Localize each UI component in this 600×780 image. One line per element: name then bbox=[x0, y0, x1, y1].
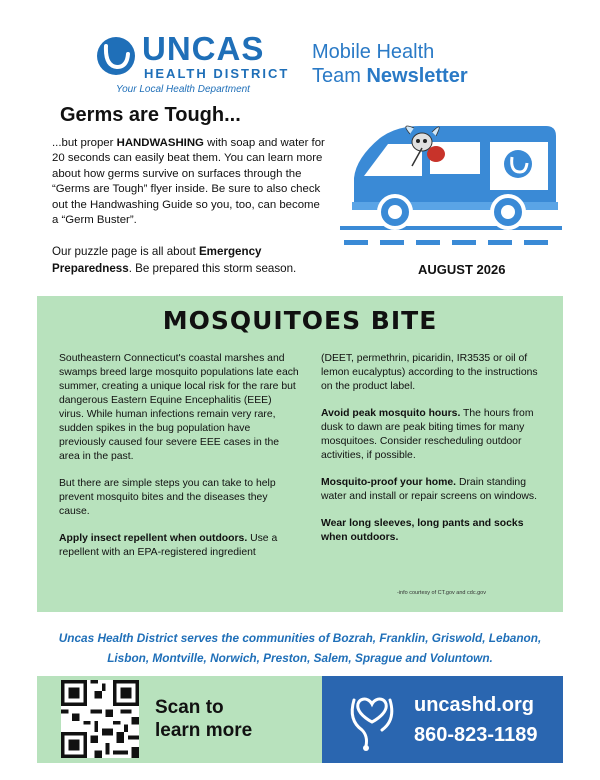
mosquitoes-repellent bbox=[59, 532, 299, 560]
mosquitoes-right-column bbox=[321, 352, 551, 558]
mosquitoes-title: MOSQUITOES BITE bbox=[162, 306, 438, 335]
puzzle-text-c: . Be prepared this storm season. bbox=[128, 262, 297, 275]
newsletter-title-newsletter: Newsletter bbox=[366, 65, 468, 87]
newsletter-title-team: Team bbox=[312, 65, 367, 87]
mosquitoes-proof-home bbox=[321, 476, 551, 504]
repellent-continued: (DEET, permethrin, picaridin, IR3535 or oil of lemon eucalyptus) according to the instructions on the product label. bbox=[321, 353, 538, 392]
uncas-logo bbox=[96, 30, 306, 100]
proof-home-text: Drain standing water and install or repair screens on windows. bbox=[321, 477, 537, 502]
germs-paragraph bbox=[52, 136, 327, 228]
newsletter-title-line1: Mobile Health bbox=[312, 41, 435, 63]
germs-heading: Germs are Tough... bbox=[60, 104, 241, 126]
communities-served: Uncas Health District serves the communities of Bozrah, Franklin, Griswold, Lebanon, Lisbon, Montville, Norwich, Preston, Salem, Sprague and Voluntown. bbox=[58, 631, 542, 665]
sleeves-heading: Wear long sleeves, long pants and socks when outdoors. bbox=[321, 518, 524, 543]
phone-number[interactable]: 860-823-1189 bbox=[414, 724, 538, 746]
info-credit: -info courtesy of CT.gov and cdc.gov bbox=[397, 590, 486, 596]
issue-date: AUGUST 2026 bbox=[418, 262, 506, 277]
scan-line2: learn more bbox=[155, 720, 253, 741]
stethoscope-heart-icon bbox=[346, 690, 398, 752]
peak-hours-text: The hours from dusk to dawn are peak biting times for many mosquitoes. Consider rescheduling outdoor activities, if possible. bbox=[321, 408, 534, 461]
mosquitoes-left-column bbox=[59, 352, 299, 573]
mosquitoes-panel bbox=[37, 296, 563, 612]
scan-cta bbox=[155, 696, 252, 742]
uncas-logo-icon bbox=[96, 36, 136, 76]
newsletter-title bbox=[312, 40, 468, 88]
puzzle-text-topic: Emergency Preparedness bbox=[52, 245, 262, 275]
logo-org-sub: HEALTH DISTRICT bbox=[144, 66, 290, 81]
mosquitoes-intro: Southeastern Connecticut's coastal marshes and swamps breed large mosquito populations late each summer, creating a unique local risk for the rare but dangerous Eastern Equine Encephalitis (EEE) virus. While human infections remain very rare, sudden spikes in the bug population have previously caused four severe EEE cases in the area in the past. bbox=[59, 353, 299, 462]
repellent-heading: Apply insect repellent when outdoors. bbox=[59, 533, 248, 544]
germs-text-c: with soap and water for 20 seconds can easily beat them. You can learn more about how germs survive on surfaces through the “Germs are Tough” flyer inside. Be sure to also check out the Handwashing Guide so you, too, can become a “Germ Buster”. bbox=[52, 137, 325, 227]
mosquitoes-steps: But there are simple steps you can take to help prevent mosquito bites and the diseases they cause. bbox=[59, 478, 276, 517]
germs-text-handwashing: HANDWASHING bbox=[116, 137, 204, 149]
proof-home-heading: Mosquito-proof your home. bbox=[321, 477, 457, 488]
mosquitoes-sleeves bbox=[321, 517, 551, 545]
logo-tagline: Your Local Health Department bbox=[116, 84, 250, 95]
website-link[interactable]: uncashd.org bbox=[414, 694, 535, 716]
puzzle-text-a: Our puzzle page is all about bbox=[52, 245, 199, 258]
qr-code[interactable] bbox=[61, 680, 139, 758]
mobile-health-van-illustration bbox=[340, 108, 562, 258]
germs-text-a: ...but proper bbox=[52, 137, 117, 149]
contact-panel bbox=[322, 676, 563, 763]
peak-hours-heading: Avoid peak mosquito hours. bbox=[321, 408, 461, 419]
repellent-text: Use a repellent with an EPA-registered ingredient bbox=[59, 533, 278, 558]
scan-line1: Scan to bbox=[155, 697, 224, 718]
newsletter-title-line2 bbox=[312, 64, 468, 88]
mosquitoes-peak-hours bbox=[321, 407, 551, 463]
logo-org-name: UNCAS bbox=[142, 30, 265, 67]
scan-panel bbox=[37, 676, 322, 763]
puzzle-paragraph bbox=[52, 243, 327, 277]
